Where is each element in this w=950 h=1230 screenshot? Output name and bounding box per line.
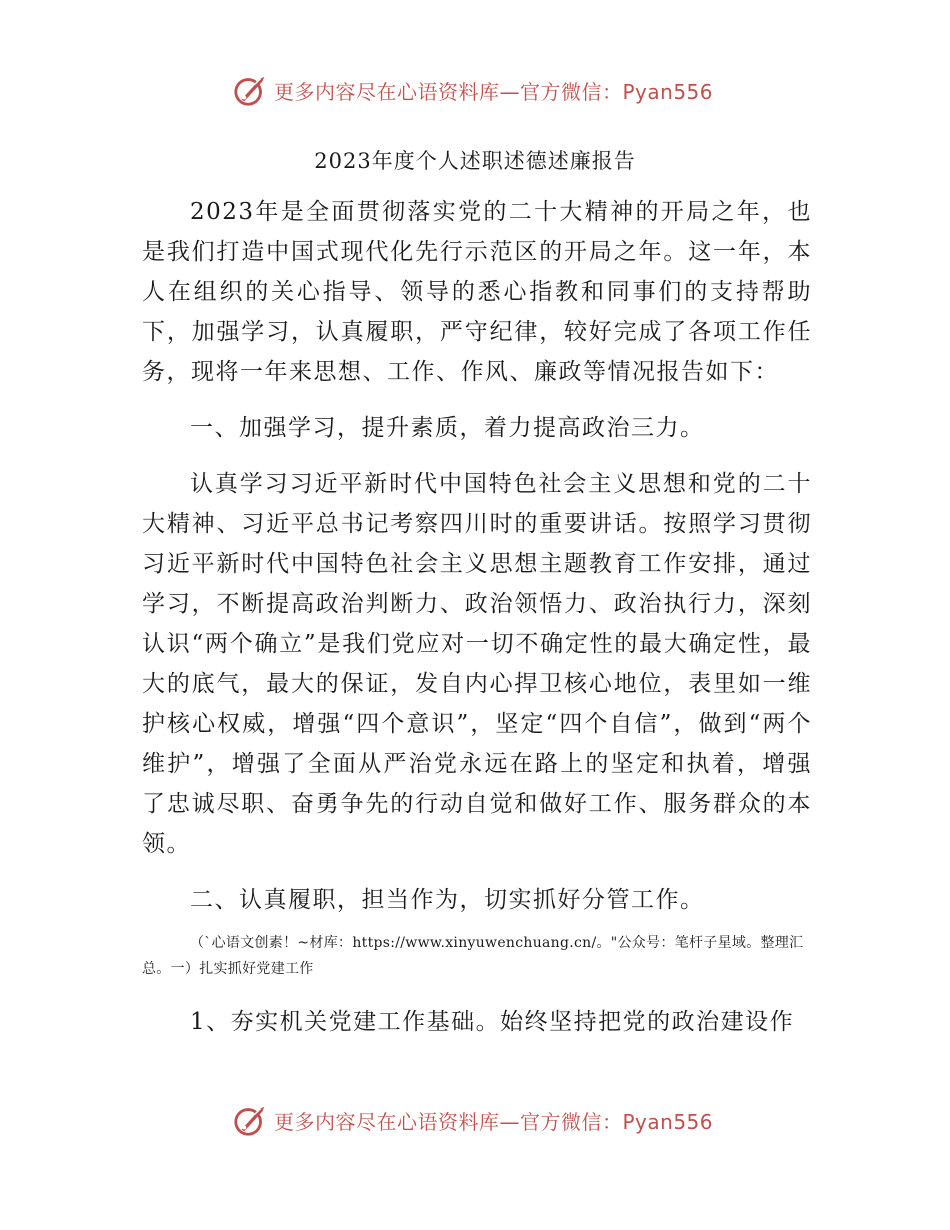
paragraph-study: 认真学习习近平新时代中国特色社会主义思想和党的二十大精神、习近平总书记考察四川时的重要讲话。按照学习贯彻习近平新时代中国特色社会主义思想主题教育工作安排，通过学习，不断提高政治判断力、政治领悟力、政治执行力，深刻认识“两个确立”是我们党应对一切不确定性的最大确定性，最大的底气，最大的保证，发自内心捍卫核心地位，表里如一维护核心权威，增强“四个意识”，坚定“四个自信”，做到“两个维护”，增强了全面从严治党永远在路上的坚定和执着，增强了忠诚尽职、奋勇争先的行动自觉和做好工作、服务群众的本领。 [142, 471, 812, 857]
section-heading-2: 二、认真履职，担当作为，切实抓好分管工作。 [190, 887, 705, 913]
banner-text: 更多内容尽在心语资料库—官方微信：Pyan556 [274, 79, 714, 104]
header-banner [0, 70, 950, 110]
section-heading-1: 一、加强学习，提升素质，着力提高政治三力。 [190, 415, 705, 441]
banner-text: 更多内容尽在心语资料库—官方微信：Pyan556 [274, 1109, 714, 1134]
source-note: （`心语文创素！~材库：https://www.xinyuwenchuang.cn/。"公众号：笔杆子星域。整理汇总。一）扎实抓好党建工作 [142, 935, 804, 977]
quill-pen-circle-icon [232, 71, 270, 109]
quill-pen-circle-icon [232, 1101, 270, 1139]
footer-banner [0, 1100, 950, 1140]
paragraph-intro: 2023年是全面贯彻落实党的二十大精神的开局之年，也是我们打造中国式现代化先行示范区的开局之年。这一年，本人在组织的关心指导、领导的悉心指教和同事们的支持帮助下，加强学习，认真履职，严守纪律，较好完成了各项工作任务，现将一年来思想、工作、作风、廉政等情况报告如下： [142, 199, 812, 385]
paragraph-party-building: 1、夯实机关党建工作基础。始终坚持把党的政治建设作 [190, 1009, 795, 1035]
document-title: 2023年度个人述职述德述廉报告 [314, 149, 636, 173]
document-body [142, 192, 812, 1042]
